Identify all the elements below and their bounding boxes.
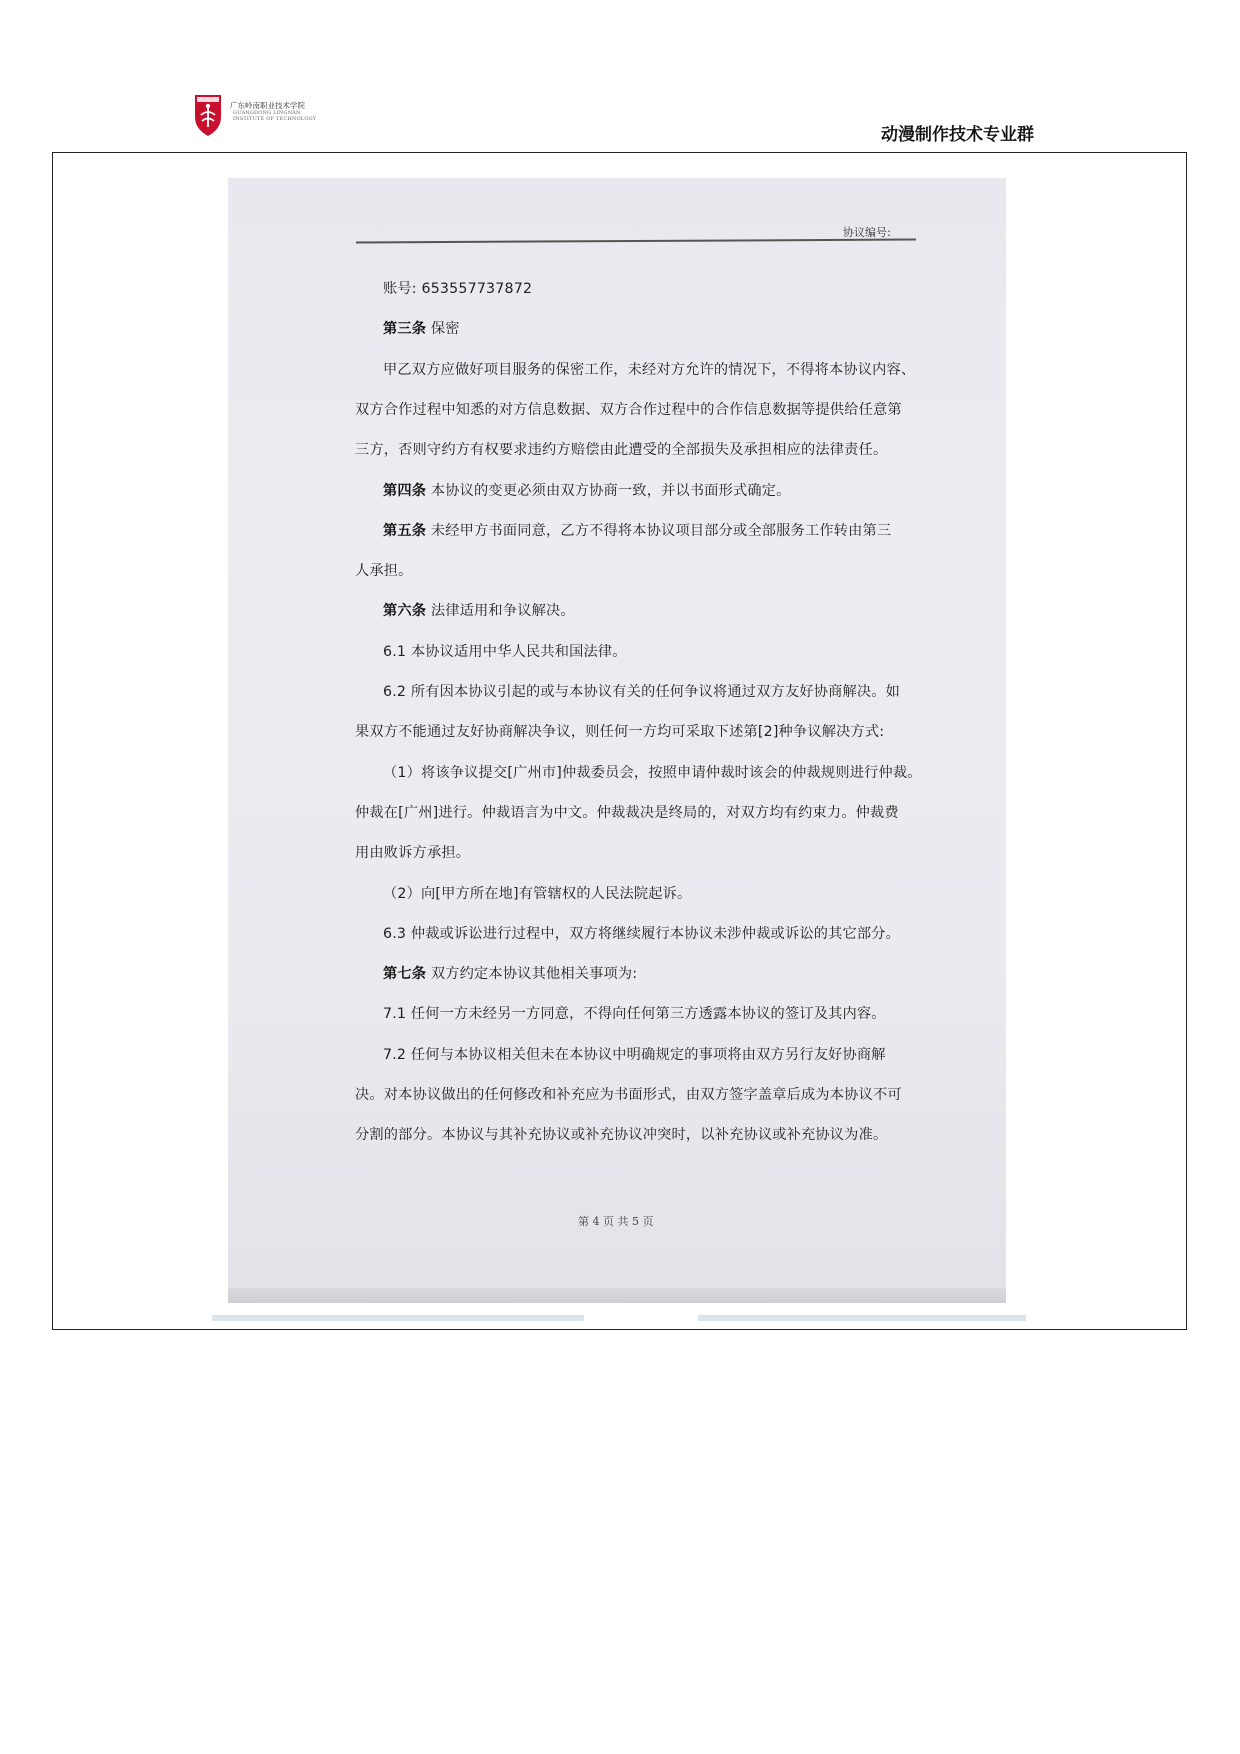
logo-name-en-1: GUANGDONG LINGNAN: [233, 110, 301, 116]
document-line: [355, 842, 470, 862]
document-page: [228, 178, 1006, 1303]
page-number: 第 4 页 共 5 页: [578, 1215, 654, 1228]
institute-logo: [193, 93, 333, 139]
line-text: 三方，否则守约方有权要求违约方赔偿由此遭受的全部损失及承担相应的法律责任。: [355, 442, 888, 459]
document-line: [383, 520, 891, 540]
document-line: [355, 399, 902, 419]
document-line: [383, 641, 627, 661]
document-line: [383, 1003, 886, 1023]
line-text: 7.2 任何与本协议相关但未在本协议中明确规定的事项将由双方另行友好协商解: [383, 1046, 886, 1063]
line-text: 仲裁在[广州]进行。仲裁语言为中文。仲裁裁决是终局的，对双方均有约束力。仲裁费: [355, 804, 899, 821]
line-text: 6.2 所有因本协议引起的或与本协议有关的任何争议将通过双方友好协商解决。如: [383, 684, 901, 700]
document-line: [383, 923, 900, 943]
page-header-title: 动漫制作技术专业群: [881, 125, 1034, 145]
line-text: 账号: 653557737872: [383, 281, 533, 297]
line-text: 6.1 本协议适用中华人民共和国法律。: [383, 643, 627, 660]
line-text: 双方约定本协议其他相关事项为:: [426, 966, 638, 983]
shield-emblem-icon: [193, 93, 223, 137]
document-line: [355, 802, 899, 822]
line-text: 6.3 仲裁或诉讼进行过程中，双方将继续履行本协议未涉仲裁或诉讼的其它部分。: [383, 925, 901, 942]
line-text: 人承担。: [355, 563, 413, 580]
line-text: 分割的部分。本协议与其补充协议或补充协议冲突时，以补充协议或补充协议为准。: [355, 1127, 888, 1144]
line-text: 本协议的变更必须由双方协商一致，并以书面形式确定。: [426, 482, 791, 499]
document-line: [383, 681, 900, 701]
document-line: [383, 318, 460, 338]
document-photo: [228, 178, 1006, 1303]
document-line: [383, 359, 915, 379]
line-text: 法律适用和争议解决。: [426, 603, 575, 620]
line-text: 甲乙双方应做好项目服务的保密工作，未经对方允许的情况下，不得将本协议内容、: [383, 361, 916, 378]
document-line: [355, 560, 413, 580]
divider-bar-right: [698, 1315, 1026, 1321]
document-line: [383, 600, 575, 620]
logo-name-cn: 广东岭南职业技术学院: [230, 101, 305, 110]
line-text: 果双方不能通过友好协商解决争议，则任何一方均可采取下述第[2]种争议解决方式:: [355, 724, 885, 741]
document-line: [355, 439, 887, 459]
line-text: 用由败诉方承担。: [355, 845, 471, 862]
header-rule: [356, 239, 916, 243]
line-text: 决。对本协议做出的任何修改和补充应为书面形式，由双方签字盖章后成为本协议不可: [355, 1087, 902, 1103]
document-line: [383, 883, 691, 903]
article-heading: 第四条: [383, 482, 427, 499]
document-line: [355, 1084, 902, 1104]
document-line: [383, 1044, 886, 1064]
line-text: 未经甲方书面同意，乙方不得将本协议项目部分或全部服务工作转由第三: [426, 522, 892, 539]
logo-name-en-2: INSTITUTE OF TECHNOLOGY: [233, 116, 317, 122]
line-text: （1）将该争议提交[广州市]仲裁委员会，按照申请仲裁时该会的仲裁规则进行仲裁。: [383, 764, 922, 781]
document-line: [355, 1124, 887, 1144]
article-heading: 第五条: [383, 522, 427, 539]
document-line: [383, 963, 637, 983]
article-heading: 第六条: [383, 603, 427, 620]
agreement-number-label: 协议编号:: [843, 226, 891, 239]
divider-bar-left: [212, 1315, 584, 1321]
document-line: [383, 278, 532, 298]
article-heading: 第三条: [383, 321, 427, 338]
document-line: [355, 721, 884, 741]
document-line: [383, 480, 791, 500]
line-text: （2）向[甲方所在地]有管辖权的人民法院起诉。: [383, 885, 692, 902]
photo-bottom-shadow: [228, 1288, 1006, 1303]
article-heading: 第七条: [383, 966, 427, 983]
line-text: 7.1 任何一方未经另一方同意，不得向任何第三方透露本协议的签订及其内容。: [383, 1006, 886, 1023]
line-text: 双方合作过程中知悉的对方信息数据、双方合作过程中的合作信息数据等提供给任意第: [355, 401, 902, 418]
line-text: 保密: [426, 321, 460, 338]
document-line: [383, 762, 922, 782]
